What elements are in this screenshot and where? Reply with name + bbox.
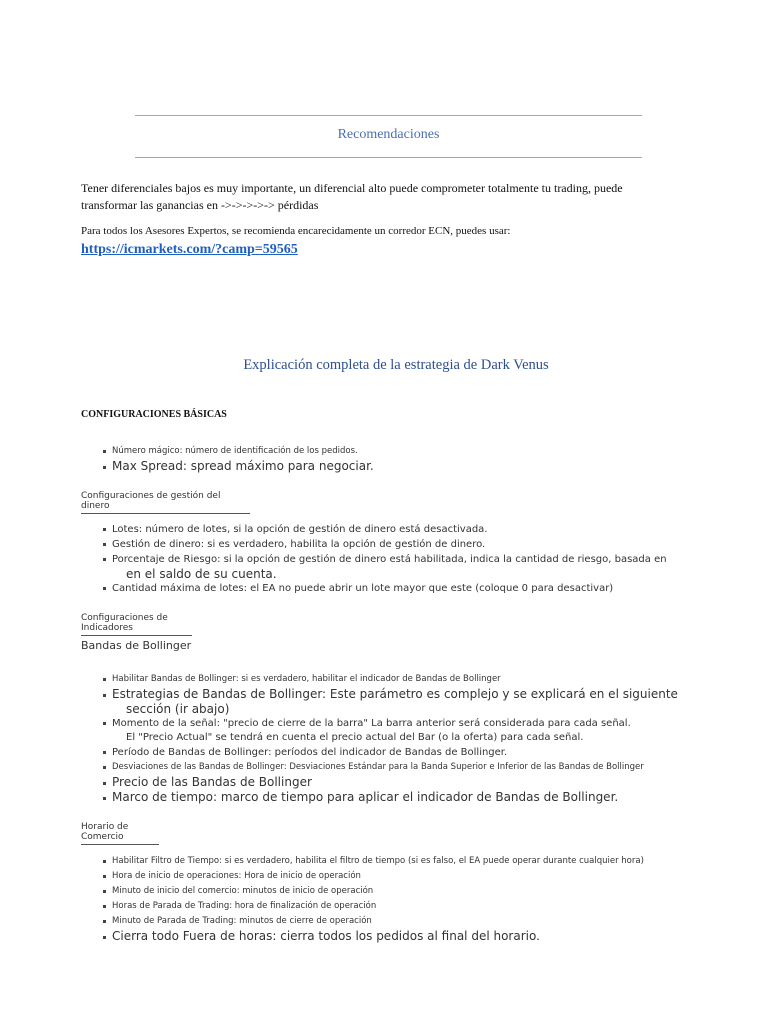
spread-paragraph: Tener diferenciales bajos es muy importante, un diferencial alto puede comprometer totalmente tu trading, puede transformar las ganancias en ->->->->-> pérdidas <box>81 181 623 212</box>
list-item: Período de Bandas de Bollinger: períodos del indicador de Bandas de Bollinger. <box>103 745 703 760</box>
trading-hours-list <box>103 854 703 944</box>
list-item: Max Spread: spread máximo para negociar. <box>103 459 673 474</box>
list-item: Cierra todo Fuera de horas: cierra todos los pedidos al final del horario. <box>103 929 703 944</box>
list-item-continuation: en el saldo de su cuenta. <box>126 567 277 581</box>
broker-link[interactable]: https://icmarkets.com/?camp=59565 <box>81 242 298 257</box>
list-item: Lotes: número de lotes, si la opción de gestión de dinero está desactivada. <box>103 522 703 537</box>
recommendations-title: Recomendaciones <box>337 127 440 142</box>
list-item: Cantidad máxima de lotes: el EA no puede abrir un lote mayor que este (coloque 0 para desactivar) <box>103 581 703 596</box>
list-item: Momento de la señal: "precio de cierre de la barra" La barra anterior será considerada para cada señal. <box>103 716 703 731</box>
basic-settings-list <box>103 444 673 474</box>
list-item: Número mágico: número de identificación de los pedidos. <box>103 444 673 459</box>
strategy-title: Explicación completa de la estrategia de Dark Venus <box>243 357 549 373</box>
list-item-continuation: El "Precio Actual" se tendrá en cuenta el precio actual del Bar (o la oferta) para cada señal. <box>126 732 584 743</box>
money-management-heading: Configuraciones de gestión del dinero <box>81 491 250 514</box>
list-item: Habilitar Filtro de Tiempo: si es verdadero, habilita el filtro de tiempo (si es falso, el EA puede operar durante cualquier hora) <box>103 854 703 869</box>
broker-paragraph: Para todos los Asesores Expertos, se recomienda encarecidamente un corredor ECN, puedes usar: <box>81 225 511 237</box>
list-item: Marco de tiempo: marco de tiempo para aplicar el indicador de Bandas de Bollinger. <box>103 790 703 805</box>
list-item: Hora de inicio de operaciones: Hora de inicio de operación <box>103 869 703 884</box>
top-divider <box>135 115 642 116</box>
bollinger-title: Bandas de Bollinger <box>81 639 192 652</box>
indicators-list <box>103 672 703 805</box>
bottom-divider <box>135 157 642 158</box>
trading-hours-heading: Horario de Comercio <box>81 822 159 845</box>
list-item: Gestión de dinero: si es verdadero, habilita la opción de gestión de dinero. <box>103 537 703 552</box>
list-item: Estrategias de Bandas de Bollinger: Este parámetro es complejo y se explicará en el siguiente <box>103 687 703 702</box>
money-management-list <box>103 522 703 596</box>
list-item: Precio de las Bandas de Bollinger <box>103 775 703 790</box>
list-item: Minuto de Parada de Trading: minutos de cierre de operación <box>103 914 703 929</box>
list-item: Horas de Parada de Trading: hora de finalización de operación <box>103 899 703 914</box>
list-item: Habilitar Bandas de Bollinger: si es verdadero, habilitar el indicador de Bandas de Bollinger <box>103 672 703 687</box>
list-item: Desviaciones de las Bandas de Bollinger: Desviaciones Estándar para la Banda Superior e Inferior de las Bandas de Bollinger <box>103 760 703 775</box>
list-item: Porcentaje de Riesgo: si la opción de gestión de dinero está habilitada, indica la cantidad de riesgo, basada en <box>103 552 703 567</box>
indicators-heading: Configuraciones de Indicadores <box>81 613 192 636</box>
list-item: Minuto de inicio del comercio: minutos de inicio de operación <box>103 884 703 899</box>
list-item-continuation: sección (ir abajo) <box>126 702 230 716</box>
basic-settings-heading: CONFIGURACIONES BÁSICAS <box>81 409 227 420</box>
